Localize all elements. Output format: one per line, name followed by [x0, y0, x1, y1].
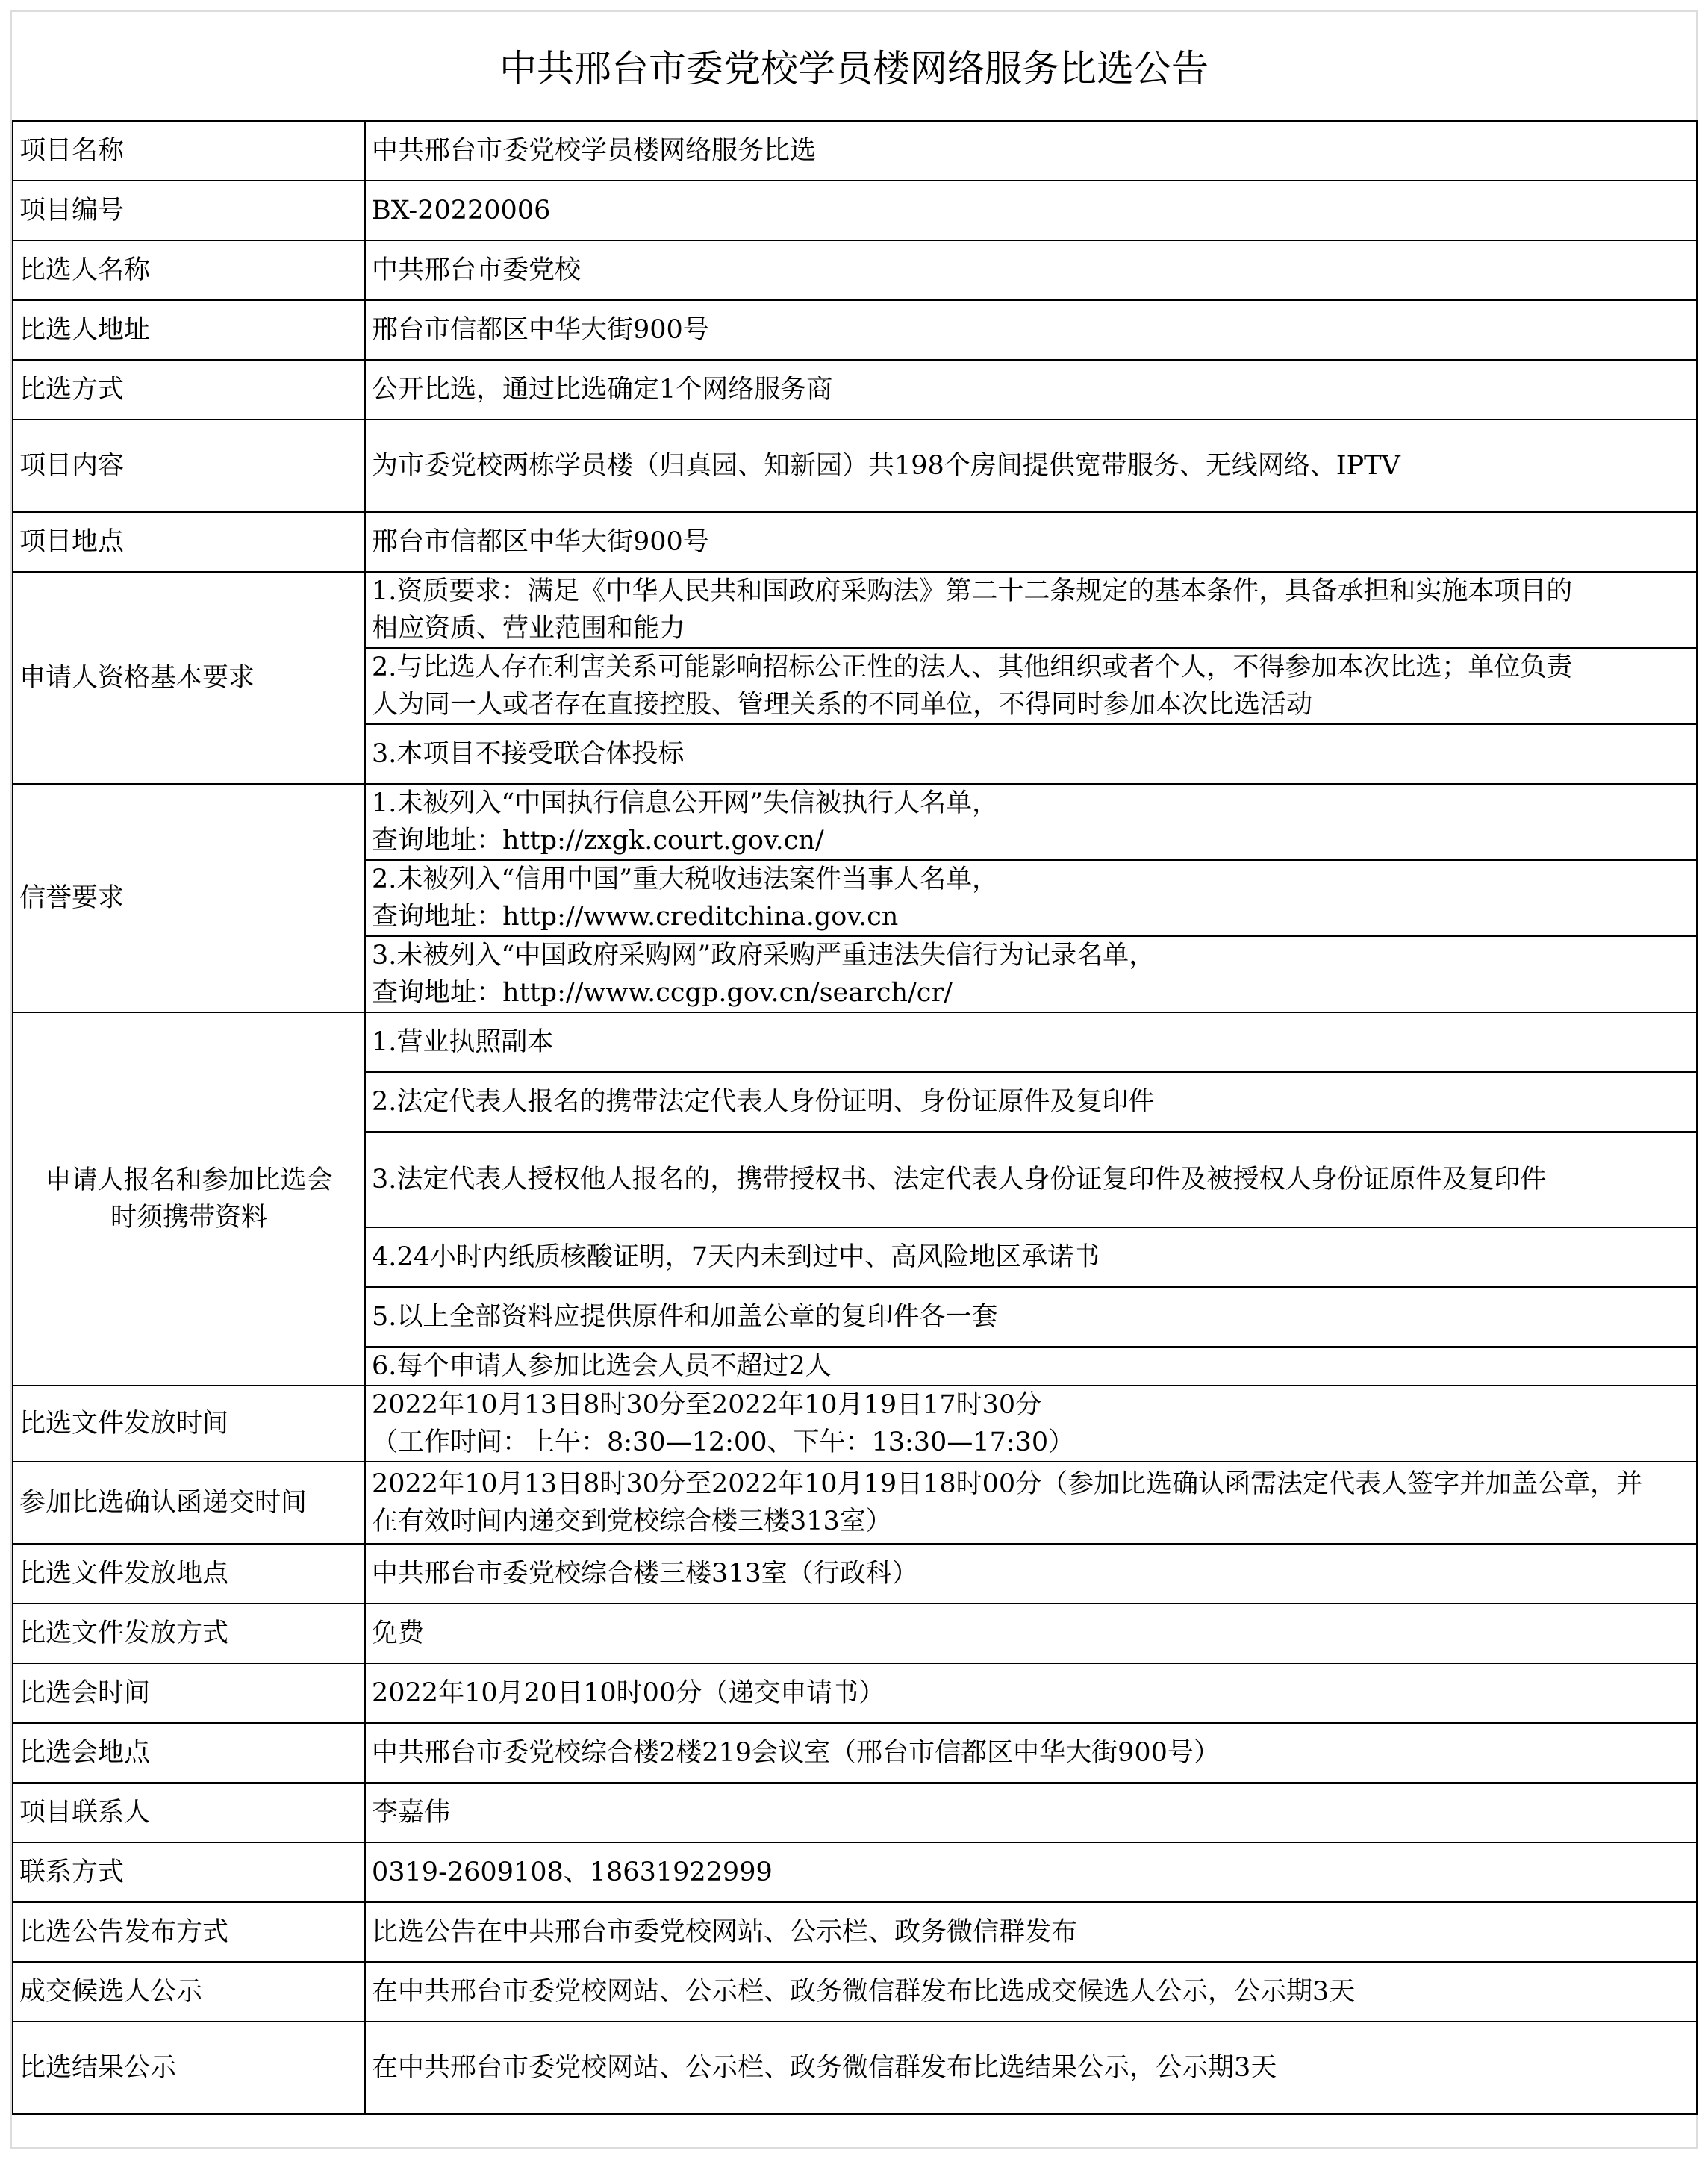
label-materials-line2: 时须携带资料 — [110, 1203, 267, 1233]
label-doc-place: 比选文件发放地点 — [13, 1544, 365, 1604]
doc-time-line2: （工作时间：上午：8:30—12:00、下午：13:30—17:30） — [372, 1427, 1075, 1457]
value-org-name: 中共邢台市委党校 — [365, 240, 1697, 300]
value-confirm-time — [365, 1462, 1697, 1544]
row-credit-1 — [13, 784, 1697, 860]
label-doc-way: 比选文件发放方式 — [13, 1604, 365, 1663]
label-publish: 比选公告发布方式 — [13, 1902, 365, 1962]
value-project-no: BX-20220006 — [365, 181, 1697, 240]
qualification-item — [365, 648, 1697, 724]
label-meeting-place: 比选会地点 — [13, 1723, 365, 1783]
value-contact-person: 李嘉伟 — [365, 1783, 1697, 1842]
row-contact — [13, 1842, 1697, 1902]
qualification-item-line: 3.本项目不接受联合体投标 — [372, 739, 685, 769]
credit-item — [365, 936, 1697, 1012]
value-doc-time — [365, 1386, 1697, 1462]
label-materials-line1: 申请人报名和参加比选会 — [45, 1165, 333, 1195]
materials-item: 5.以上全部资料应提供原件和加盖公章的复印件各一套 — [365, 1287, 1697, 1347]
credit-item — [365, 860, 1697, 936]
qualification-item-line: 1.资质要求：满足《中华人民共和国政府采购法》第二十二条规定的基本条件，具备承担和实施本项目的 — [372, 576, 1573, 606]
row-doc-time — [13, 1386, 1697, 1462]
credit-item-line: 2.未被列入“信用中国”重大税收违法案件当事人名单， — [372, 865, 999, 894]
row-content — [13, 420, 1697, 512]
label-candidate: 成交候选人公示 — [13, 1962, 365, 2022]
label-contact-person: 项目联系人 — [13, 1783, 365, 1842]
qualification-item — [365, 724, 1697, 784]
credit-item — [365, 784, 1697, 860]
value-contact: 0319-2609108、18631922999 — [365, 1842, 1697, 1902]
value-doc-way: 免费 — [365, 1604, 1697, 1663]
qualification-item-line: 相应资质、营业范围和能力 — [372, 614, 686, 644]
value-publish: 比选公告在中共邢台市委党校网站、公示栏、政务微信群发布 — [365, 1902, 1697, 1962]
row-location — [13, 512, 1697, 572]
row-confirm-time — [13, 1462, 1697, 1544]
label-materials — [13, 1012, 365, 1386]
label-org-name: 比选人名称 — [13, 240, 365, 300]
label-org-address: 比选人地址 — [13, 300, 365, 360]
row-candidate — [13, 1962, 1697, 2022]
materials-item: 4.24小时内纸质核酸证明，7天内未到过中、高风险地区承诺书 — [365, 1227, 1697, 1287]
credit-item-url: 查询地址：http://zxgk.court.gov.cn/ — [372, 826, 824, 856]
credit-item-url: 查询地址：http://www.creditchina.gov.cn — [372, 902, 899, 932]
row-contact-person — [13, 1783, 1697, 1842]
value-doc-place: 中共邢台市委党校综合楼三楼313室（行政科） — [365, 1544, 1697, 1604]
label-contact: 联系方式 — [13, 1842, 365, 1902]
label-project-name: 项目名称 — [13, 121, 365, 181]
value-project-name: 中共邢台市委党校学员楼网络服务比选 — [365, 121, 1697, 181]
label-method: 比选方式 — [13, 360, 365, 420]
row-doc-way — [13, 1604, 1697, 1663]
credit-item-line: 1.未被列入“中国执行信息公开网”失信被执行人名单， — [372, 788, 999, 818]
value-meeting-time: 2022年10月20日10时00分（递交申请书） — [365, 1663, 1697, 1723]
confirm-time-line1: 2022年10月13日8时30分至2022年10月19日18时00分（参加比选确认函需法定代表人签字并加盖公章，并 — [372, 1469, 1643, 1499]
materials-item: 6.每个申请人参加比选会人员不超过2人 — [365, 1347, 1697, 1386]
row-org-address — [13, 300, 1697, 360]
label-qualification: 申请人资格基本要求 — [13, 572, 365, 784]
row-doc-place — [13, 1544, 1697, 1604]
row-publish — [13, 1902, 1697, 1962]
row-method — [13, 360, 1697, 420]
value-location: 邢台市信都区中华大街900号 — [365, 512, 1697, 572]
row-result — [13, 2022, 1697, 2114]
value-content: 为市委党校两栋学员楼（归真园、知新园）共198个房间提供宽带服务、无线网络、IPTV — [365, 420, 1697, 512]
label-meeting-time: 比选会时间 — [13, 1663, 365, 1723]
label-credit: 信誉要求 — [13, 784, 365, 1012]
value-method: 公开比选，通过比选确定1个网络服务商 — [365, 360, 1697, 420]
label-confirm-time: 参加比选确认函递交时间 — [13, 1462, 365, 1544]
value-result: 在中共邢台市委党校网站、公示栏、政务微信群发布比选结果公示，公示期3天 — [365, 2022, 1697, 2114]
qualification-item — [365, 572, 1697, 648]
credit-item-line: 3.未被列入“中国政府采购网”政府采购严重违法失信行为记录名单， — [372, 941, 1156, 971]
row-project-name — [13, 121, 1697, 181]
materials-item: 3.法定代表人授权他人报名的，携带授权书、法定代表人身份证复印件及被授权人身份证原件及复印件 — [365, 1132, 1697, 1227]
qualification-item-line: 2.与比选人存在利害关系可能影响招标公正性的法人、其他组织或者个人，不得参加本次比选；单位负责 — [372, 652, 1573, 682]
row-project-no — [13, 181, 1697, 240]
label-content: 项目内容 — [13, 420, 365, 512]
qualification-item-line: 人为同一人或者存在直接控股、管理关系的不同单位，不得同时参加本次比选活动 — [372, 690, 1313, 720]
row-materials-1 — [13, 1012, 1697, 1072]
materials-item: 2.法定代表人报名的携带法定代表人身份证明、身份证原件及复印件 — [365, 1072, 1697, 1132]
row-meeting-place — [13, 1723, 1697, 1783]
doc-time-line1: 2022年10月13日8时30分至2022年10月19日17时30分 — [372, 1390, 1042, 1420]
confirm-time-line2: 在有效时间内递交到党校综合楼三楼313室） — [372, 1507, 892, 1536]
label-result: 比选结果公示 — [13, 2022, 365, 2114]
row-qualification-1 — [13, 572, 1697, 648]
label-doc-time: 比选文件发放时间 — [13, 1386, 365, 1462]
value-candidate: 在中共邢台市委党校网站、公示栏、政务微信群发布比选成交候选人公示，公示期3天 — [365, 1962, 1697, 2022]
announcement-table — [12, 120, 1698, 2115]
label-project-no: 项目编号 — [13, 181, 365, 240]
credit-item-url: 查询地址：http://www.ccgp.gov.cn/search/cr/ — [372, 978, 953, 1008]
value-org-address: 邢台市信都区中华大街900号 — [365, 300, 1697, 360]
row-meeting-time — [13, 1663, 1697, 1723]
page-title: 中共邢台市委党校学员楼网络服务比选公告 — [499, 47, 1209, 90]
label-location: 项目地点 — [13, 512, 365, 572]
value-meeting-place: 中共邢台市委党校综合楼2楼219会议室（邢台市信都区中华大街900号） — [365, 1723, 1697, 1783]
row-org-name — [13, 240, 1697, 300]
materials-item: 1.营业执照副本 — [365, 1012, 1697, 1072]
